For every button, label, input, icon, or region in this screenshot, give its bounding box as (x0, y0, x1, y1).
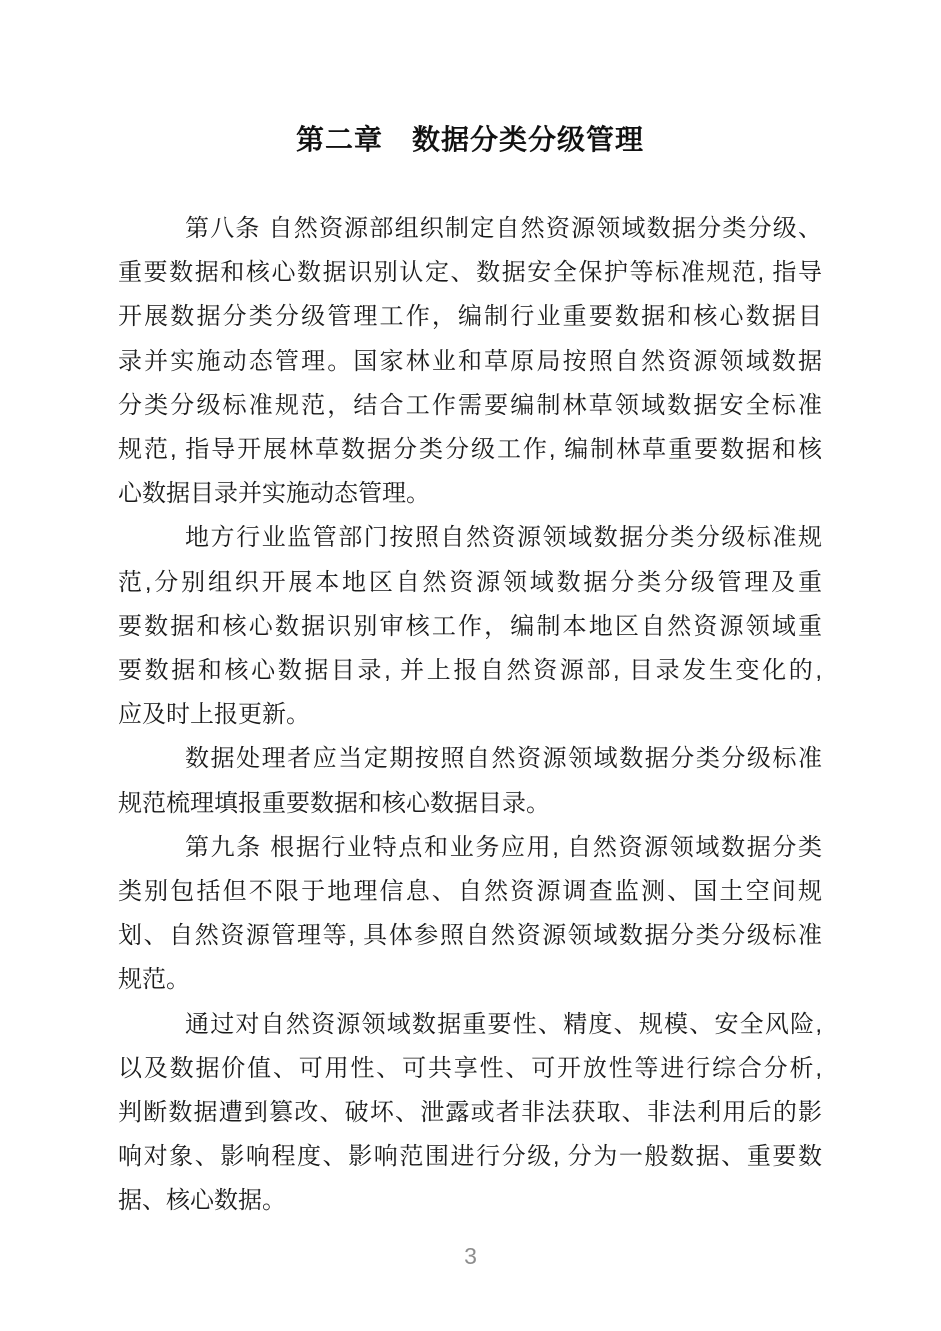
text-line: 第九条 根据行业特点和业务应用, 自然资源领域数据分类 (185, 833, 822, 861)
text-line: 范,分别组织开展本地区自然资源领域数据分类分级管理及重 (118, 568, 822, 596)
text-line: 分类分级标准规范，结合工作需要编制林草领域数据安全标准 (118, 391, 822, 419)
paragraph (118, 207, 822, 516)
text-line: 响对象、影响程度、影响范围进行分级, 分为一般数据、重要数 (118, 1143, 822, 1171)
paragraph (118, 516, 822, 737)
text-line: 第八条 自然资源部组织制定自然资源领域数据分类分级、 (185, 215, 822, 242)
text-line: 应及时上报更新。 (118, 701, 310, 729)
text-line: 规范。 (118, 966, 190, 994)
text-line: 重要数据和核心数据识别认定、数据安全保护等标准规范, 指导 (118, 259, 822, 287)
document-body (118, 207, 822, 1224)
paragraph (118, 737, 822, 825)
chapter-title: 第二章 数据分类分级管理 (295, 124, 644, 155)
text-line: 划、自然资源管理等, 具体参照自然资源领域数据分类分级标准 (118, 922, 822, 950)
text-line: 数据处理者应当定期按照自然资源领域数据分类分级标准 (185, 745, 822, 773)
document-content (118, 118, 822, 1224)
page-number: 3 (464, 1243, 477, 1269)
text-line: 要数据和核心数据识别审核工作，编制本地区自然资源领域重 (118, 612, 822, 640)
text-line: 以及数据价值、可用性、可共享性、可开放性等进行综合分析, (118, 1054, 822, 1082)
text-line: 地方行业监管部门按照自然资源领域数据分类分级标准规 (185, 524, 822, 552)
paragraph (118, 1003, 822, 1224)
text-line: 类别包括但不限于地理信息、自然资源调查监测、国土空间规 (118, 878, 822, 906)
paragraph (118, 826, 822, 1003)
text-line: 心数据目录并实施动态管理。 (118, 480, 430, 508)
text-line: 判断数据遭到篡改、破坏、泄露或者非法获取、非法利用后的影 (118, 1099, 822, 1127)
text-line: 通过对自然资源领域数据重要性、精度、规模、安全风险, (185, 1010, 822, 1038)
text-line: 规范, 指导开展林草数据分类分级工作, 编制林草重要数据和核 (118, 436, 822, 464)
text-line: 据、核心数据。 (118, 1187, 286, 1215)
text-line: 规范梳理填报重要数据和核心数据目录。 (118, 789, 550, 817)
text-line: 开展数据分类分级管理工作，编制行业重要数据和核心数据目 (118, 303, 822, 331)
text-line: 录并实施动态管理。国家林业和草原局按照自然资源领域数据 (118, 347, 822, 375)
text-line: 要数据和核心数据目录, 并上报自然资源部, 目录发生变化的, (118, 657, 822, 685)
